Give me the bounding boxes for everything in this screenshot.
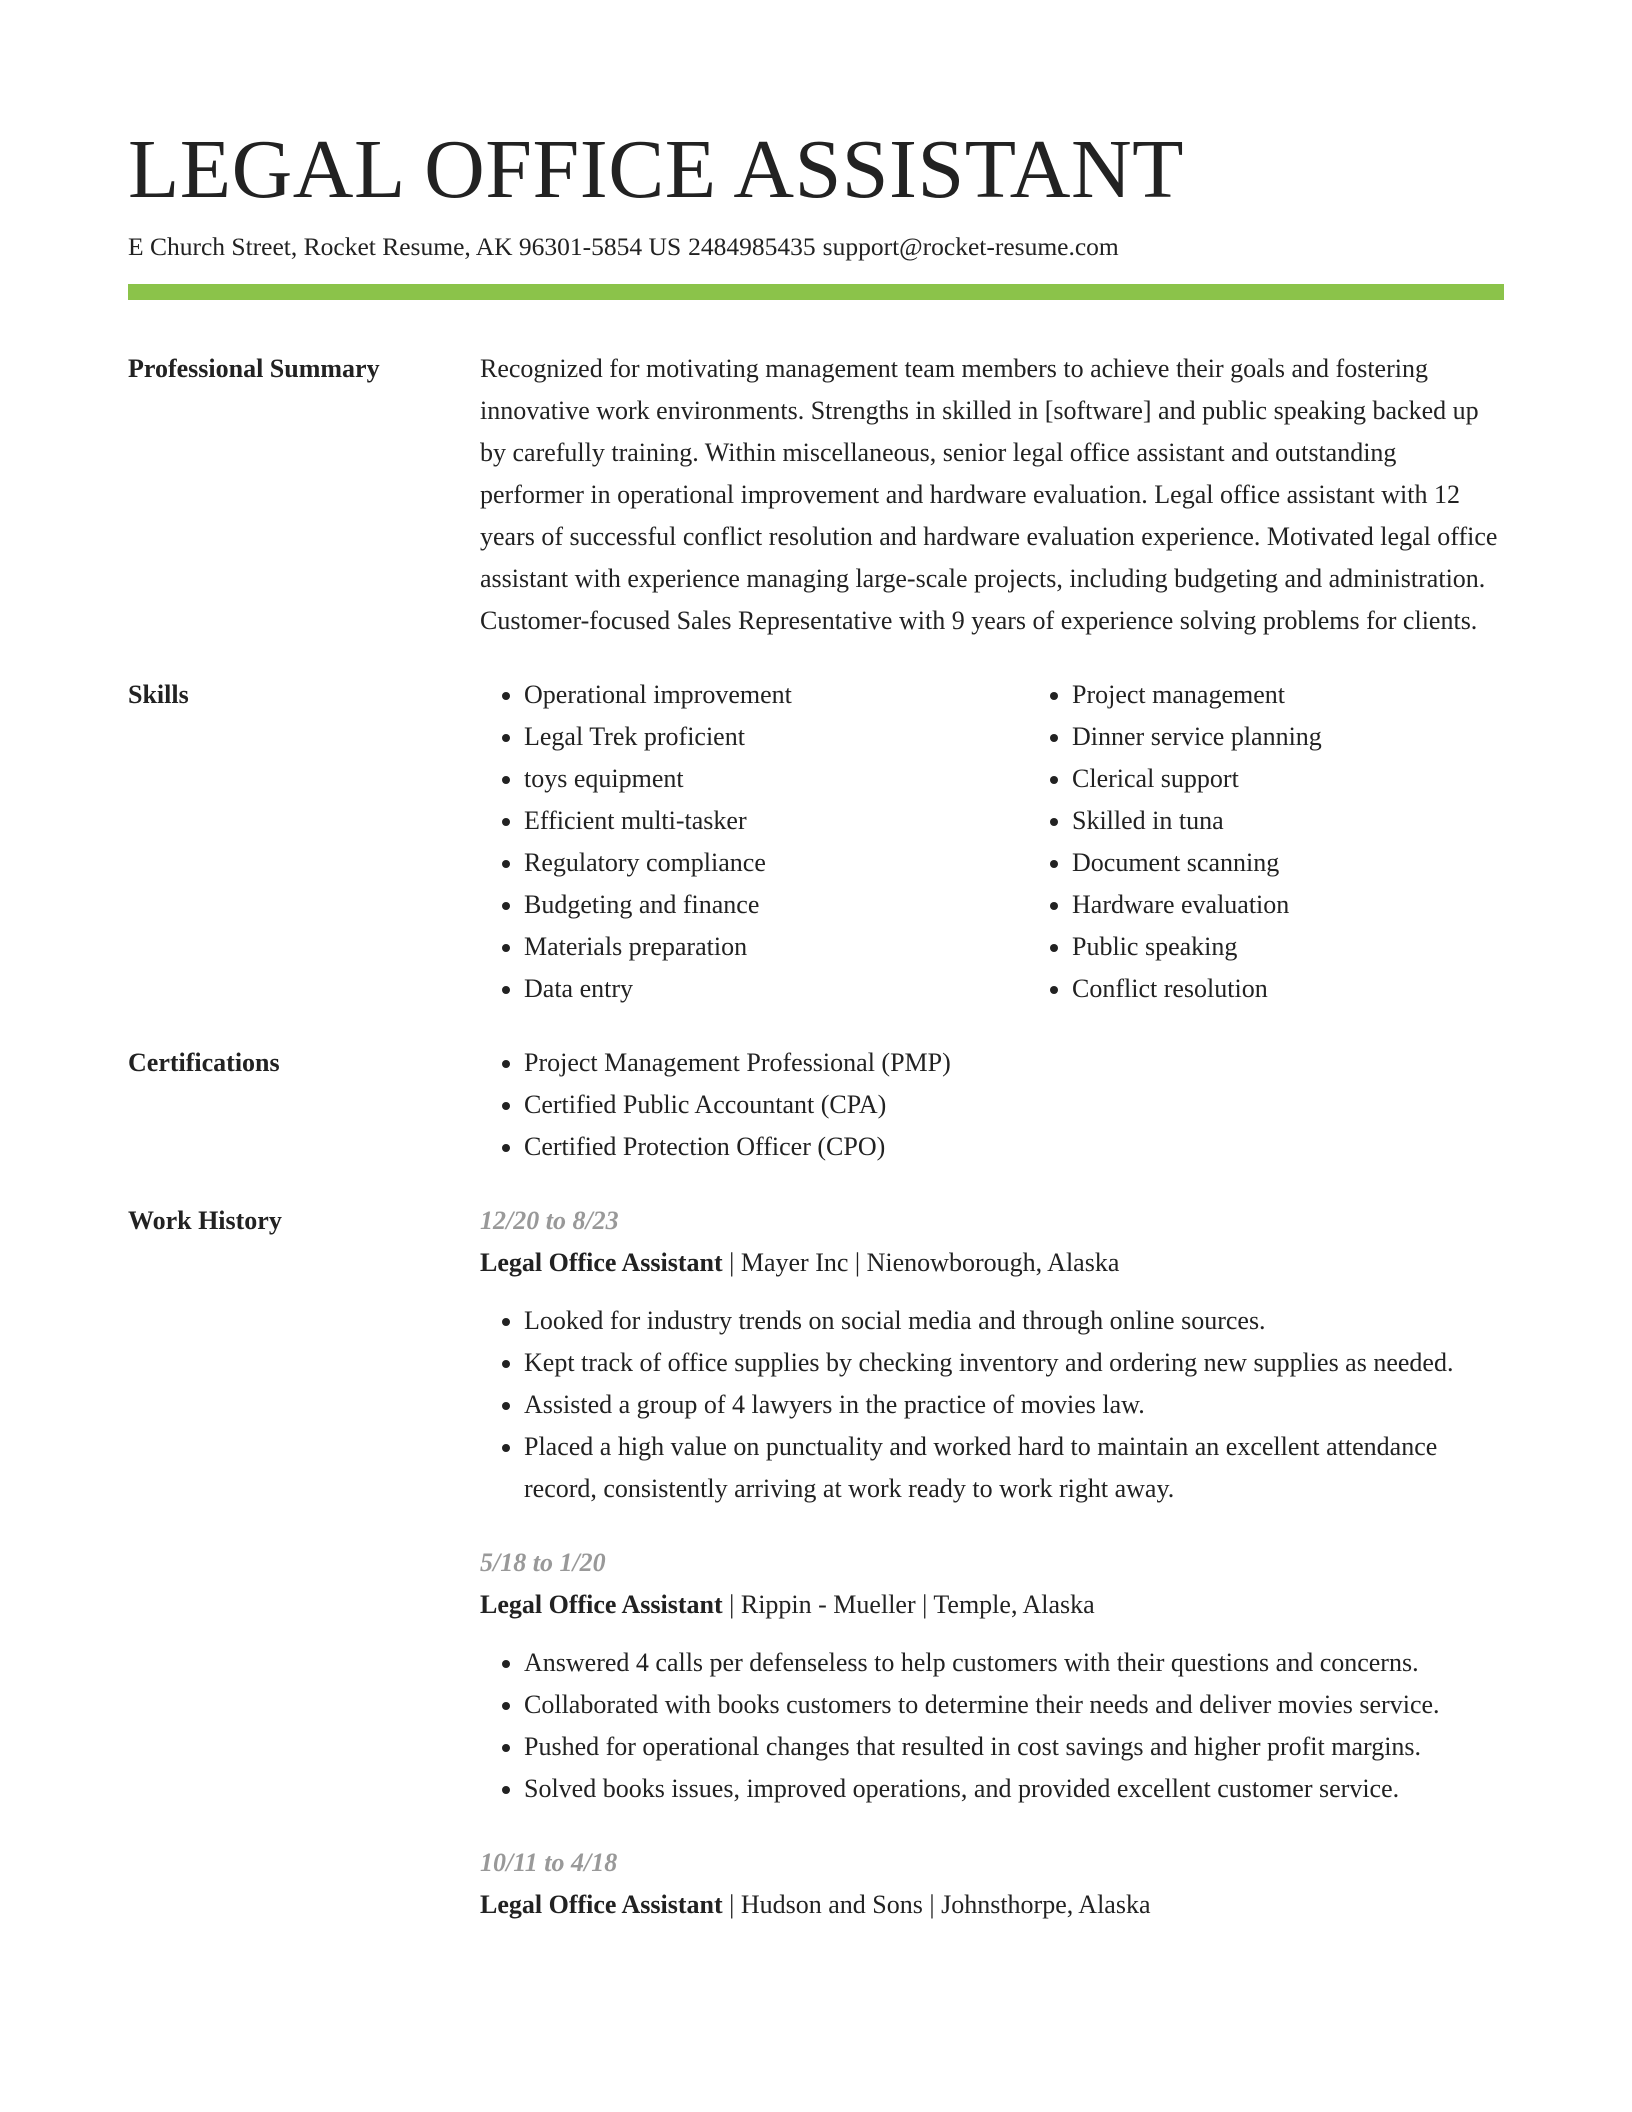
skill-item: • Data entry <box>524 968 1028 1010</box>
job-bullets <box>480 1300 1504 1510</box>
job-entry <box>480 1542 1504 1810</box>
header-divider <box>128 284 1504 300</box>
skill-item: • Document scanning <box>1072 842 1576 884</box>
job-bullet: • Solved books issues, improved operations, and provided excellent customer service. <box>524 1768 1504 1810</box>
job-entry <box>480 1842 1504 1926</box>
skill-item: • toys equipment <box>524 758 1028 800</box>
job-dates: 10/11 to 4/18 <box>480 1848 618 1877</box>
job-bullet: • Collaborated with books customers to determine their needs and deliver movies service. <box>524 1684 1504 1726</box>
job-dates: 12/20 to 8/23 <box>480 1206 619 1235</box>
skills-list-right <box>1028 674 1576 1010</box>
skill-item: • Skilled in tuna <box>1072 800 1576 842</box>
job-title: Legal Office Assistant <box>480 1890 723 1919</box>
certifications-section <box>128 1042 1504 1168</box>
job-employer-location: | Mayer Inc | Nienowborough, Alaska <box>722 1248 1120 1277</box>
skill-item: • Legal Trek proficient <box>524 716 1028 758</box>
section-heading-skills: Skills <box>128 680 189 709</box>
skill-item: • Clerical support <box>1072 758 1576 800</box>
certification-item: • Project Management Professional (PMP) <box>524 1042 1504 1084</box>
contact-phone: 2484985435 <box>688 232 816 261</box>
job-employer-location: | Rippin - Mueller | Temple, Alaska <box>722 1590 1095 1619</box>
skills-list-left <box>480 674 1028 1010</box>
skill-item: • Regulatory compliance <box>524 842 1028 884</box>
skill-item: • Budgeting and finance <box>524 884 1028 926</box>
skill-item: • Operational improvement <box>524 674 1028 716</box>
job-bullet: • Pushed for operational changes that resulted in cost savings and higher profit margins. <box>524 1726 1504 1768</box>
job-bullets <box>480 1642 1504 1810</box>
job-employer-location: | Hudson and Sons | Johnsthorpe, Alaska <box>722 1890 1151 1919</box>
skill-item: • Dinner service planning <box>1072 716 1576 758</box>
work-history-section <box>128 1200 1504 1926</box>
section-heading-work-history: Work History <box>128 1206 282 1235</box>
contact-email: support@rocket-resume.com <box>822 232 1119 261</box>
job-title: Legal Office Assistant <box>480 1590 723 1619</box>
job-title: Legal Office Assistant <box>480 1248 723 1277</box>
skill-item: • Conflict resolution <box>1072 968 1576 1010</box>
certification-item: • Certified Public Accountant (CPA) <box>524 1084 1504 1126</box>
skill-item: • Efficient multi-tasker <box>524 800 1028 842</box>
skill-item: • Project management <box>1072 674 1576 716</box>
job-entry <box>480 1200 1504 1510</box>
job-title-line <box>480 1242 1504 1284</box>
certification-item: • Certified Protection Officer (CPO) <box>524 1126 1504 1168</box>
job-title-line <box>480 1584 1504 1626</box>
skill-item: • Materials preparation <box>524 926 1028 968</box>
skills-section <box>128 674 1504 1010</box>
certifications-list <box>480 1042 1504 1168</box>
job-bullet: • Assisted a group of 4 lawyers in the practice of movies law. <box>524 1384 1504 1426</box>
resume-page <box>128 120 1504 1926</box>
job-bullet: • Looked for industry trends on social media and through online sources. <box>524 1300 1504 1342</box>
job-bullet: • Answered 4 calls per defenseless to help customers with their questions and concerns. <box>524 1642 1504 1684</box>
contact-address: E Church Street, Rocket Resume, AK 96301-5854 US <box>128 232 682 261</box>
skill-item: • Hardware evaluation <box>1072 884 1576 926</box>
section-heading-summary: Professional Summary <box>128 354 380 383</box>
job-dates: 5/18 to 1/20 <box>480 1548 606 1577</box>
job-bullet: • Placed a high value on punctuality and worked hard to maintain an excellent attendance record, consistently arriving at work ready to work right away. <box>524 1426 1504 1510</box>
resume-name: LEGAL OFFICE ASSISTANT <box>128 123 1184 216</box>
summary-text: Recognized for motivating management team members to achieve their goals and fostering innovative work environments. Strengths in skilled in [software] and public speaking backed up by carefully training. Within miscellaneous, senior legal office assistant and outstanding performer in operational improvement and hardware evaluation. Legal office assistant with 12 years of successful conflict resolution and hardware evaluation experience. Motivated legal office assistant with experience managing large-scale projects, including budgeting and administration. Customer-focused Sales Representative with 9 years of experience solving problems for clients. <box>480 354 1498 635</box>
skill-item: • Public speaking <box>1072 926 1576 968</box>
job-bullet: • Kept track of office supplies by checking inventory and ordering new supplies as needed. <box>524 1342 1504 1384</box>
section-heading-certifications: Certifications <box>128 1048 280 1077</box>
job-title-line <box>480 1884 1504 1926</box>
summary-section <box>128 348 1504 642</box>
contact-line <box>128 230 1504 264</box>
